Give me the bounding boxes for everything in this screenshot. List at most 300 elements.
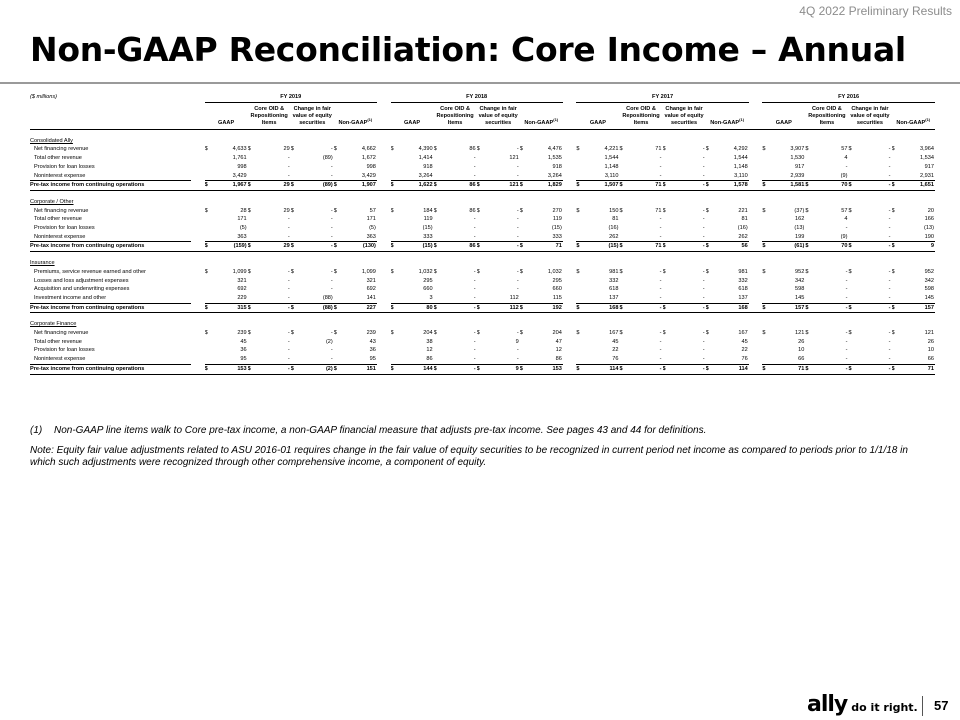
value-cell: - (888, 207, 891, 214)
column-header (892, 102, 936, 129)
year-header: FY 2019 (205, 93, 377, 102)
table-row (30, 154, 935, 163)
currency-symbol (576, 224, 585, 233)
currency-symbol (892, 215, 901, 224)
spacer-cell (377, 233, 391, 242)
value-cell: 918 (552, 163, 562, 170)
currency-symbol (762, 338, 771, 347)
currency-symbol (391, 224, 400, 233)
section-header-row (30, 190, 935, 206)
value-cell: - (702, 356, 705, 363)
currency-symbol: $ (662, 330, 666, 337)
value-cell: 10 (798, 347, 805, 354)
value-cell: - (629, 364, 663, 374)
value-cell: 81 (612, 216, 619, 223)
spacer-cell (563, 268, 577, 277)
currency-symbol (706, 224, 715, 233)
currency-symbol: $ (762, 330, 766, 337)
value-cell: 1,544 (733, 155, 748, 162)
footer-divider (922, 696, 923, 716)
value-cell: 157 (771, 303, 805, 313)
column-header (391, 102, 434, 129)
value-cell: - (888, 233, 891, 240)
value-cell: - (888, 286, 891, 293)
spacer-cell (377, 154, 391, 163)
currency-symbol (762, 355, 771, 364)
currency-symbol (663, 294, 672, 303)
value-cell: (89) (300, 181, 334, 191)
currency-symbol: $ (706, 303, 715, 313)
value-cell: 56 (715, 242, 749, 252)
spacer-cell (749, 181, 763, 191)
currency-symbol: $ (805, 242, 814, 252)
value-cell: 4,390 (418, 146, 433, 153)
total-row (30, 364, 935, 374)
currency-symbol (663, 233, 672, 242)
spacer-cell (749, 163, 763, 172)
currency-symbol: $ (576, 242, 585, 252)
value-cell: - (659, 163, 662, 170)
currency-symbol (663, 224, 672, 233)
value-cell: - (659, 294, 662, 301)
value-cell: - (287, 225, 290, 232)
column-header-text: Core OID & Repositioning Items (622, 105, 660, 126)
currency-symbol: $ (519, 330, 523, 337)
value-cell: - (516, 146, 519, 153)
value-cell: - (888, 356, 891, 363)
spacer-cell (377, 93, 391, 102)
year-header: FY 2018 (391, 93, 563, 102)
value-cell: 321 (366, 277, 376, 284)
currency-symbol: $ (619, 181, 628, 191)
currency-symbol: $ (576, 181, 585, 191)
value-cell: - (473, 294, 476, 301)
spacer-cell (563, 277, 577, 286)
units-label: ($ millions) (30, 94, 58, 100)
value-cell: - (287, 172, 290, 179)
currency-symbol (477, 346, 486, 355)
currency-symbol: $ (205, 242, 214, 252)
currency-symbol (619, 154, 628, 163)
currency-symbol: $ (434, 303, 443, 313)
currency-symbol (477, 233, 486, 242)
row-label: Provision for loan losses (34, 347, 95, 354)
value-cell: - (888, 172, 891, 179)
currency-symbol (434, 346, 443, 355)
currency-symbol: $ (248, 181, 257, 191)
value-cell: - (845, 277, 848, 284)
value-cell: 57 (841, 207, 848, 214)
currency-symbol (334, 346, 343, 355)
value-cell: (89) (322, 155, 333, 162)
column-header (334, 102, 377, 129)
currency-symbol (434, 338, 443, 347)
table-row (30, 172, 935, 181)
currency-symbol: $ (762, 146, 766, 153)
value-cell: 227 (343, 303, 377, 313)
value-cell: 692 (366, 286, 376, 293)
currency-symbol (619, 355, 628, 364)
row-label: Total other revenue (34, 338, 82, 345)
value-cell: - (330, 146, 333, 153)
value-cell: - (888, 146, 891, 153)
currency-symbol (892, 285, 901, 294)
value-cell: 150 (609, 207, 619, 214)
currency-symbol: $ (892, 242, 901, 252)
currency-symbol (520, 215, 529, 224)
value-cell: 9 (486, 364, 520, 374)
report-label: 4Q 2022 Preliminary Results (799, 4, 952, 18)
currency-symbol: $ (290, 207, 294, 214)
value-cell: - (257, 303, 291, 313)
value-cell: - (516, 286, 519, 293)
column-header (291, 102, 334, 129)
currency-symbol: $ (520, 303, 529, 313)
currency-symbol (805, 277, 814, 286)
value-cell: - (516, 216, 519, 223)
spacer-cell (377, 338, 391, 347)
value-cell: (2) (300, 364, 334, 374)
currency-symbol: $ (433, 146, 437, 153)
spacer-cell (191, 329, 205, 338)
currency-symbol (892, 233, 901, 242)
currency-symbol: $ (519, 207, 523, 214)
currency-symbol: $ (762, 181, 771, 191)
value-cell: - (659, 268, 662, 275)
section-header-row (30, 252, 935, 268)
currency-symbol (291, 338, 300, 347)
currency-symbol (848, 346, 857, 355)
value-cell: - (287, 347, 290, 354)
value-cell: (5) (239, 225, 247, 232)
value-cell: 1,534 (920, 155, 934, 162)
value-cell: - (473, 277, 476, 284)
value-cell: 1,148 (733, 163, 748, 170)
table-row (30, 163, 935, 172)
currency-symbol (391, 285, 400, 294)
currency-symbol (663, 277, 672, 286)
value-cell: - (659, 356, 662, 363)
value-cell: 192 (529, 303, 563, 313)
column-header (805, 102, 848, 129)
value-cell: - (845, 347, 848, 354)
currency-symbol: $ (247, 207, 251, 214)
year-header: FY 2016 (762, 93, 935, 102)
value-cell: - (888, 268, 891, 275)
reconciliation-table (30, 93, 935, 375)
value-cell: 22 (612, 347, 619, 354)
spacer-cell (191, 285, 205, 294)
value-cell: 71 (655, 207, 662, 214)
value-cell: - (659, 216, 662, 223)
currency-symbol (576, 355, 585, 364)
currency-symbol (391, 233, 400, 242)
currency-symbol (663, 346, 672, 355)
currency-symbol (434, 224, 443, 233)
spacer-cell (749, 277, 763, 286)
label-header-cell (30, 102, 191, 129)
value-cell: 1,967 (214, 181, 248, 191)
currency-symbol (619, 224, 628, 233)
value-cell: 86 (469, 207, 476, 214)
value-cell: 3,264 (418, 172, 433, 179)
currency-symbol (576, 215, 585, 224)
currency-symbol (762, 154, 771, 163)
value-cell: 332 (738, 277, 748, 284)
spacer-cell (563, 338, 577, 347)
row-label: Pre-tax income from continuing operations (30, 364, 191, 374)
currency-symbol (892, 277, 901, 286)
currency-symbol (334, 233, 343, 242)
value-cell: 36 (369, 347, 376, 354)
currency-symbol: $ (848, 268, 852, 275)
spacer-cell (377, 242, 391, 252)
currency-symbol (205, 277, 214, 286)
currency-symbol (848, 285, 857, 294)
spacer-cell (749, 338, 763, 347)
value-cell: 3,964 (920, 146, 934, 153)
spacer-cell (749, 224, 763, 233)
row-label: Acquisition and underwriting expenses (34, 286, 130, 293)
value-cell: - (473, 233, 476, 240)
currency-symbol (248, 346, 257, 355)
currency-symbol: $ (576, 364, 585, 374)
currency-symbol (805, 154, 814, 163)
column-header-text: Change in fair value of equity securities (664, 105, 704, 126)
value-cell: - (702, 207, 705, 214)
value-cell: - (330, 268, 333, 275)
currency-symbol (848, 172, 857, 181)
column-header-text: GAAP (775, 119, 792, 126)
column-header-text: GAAP (589, 119, 607, 126)
currency-symbol: $ (706, 364, 715, 374)
currency-symbol: $ (477, 181, 486, 191)
value-cell: - (629, 303, 663, 313)
value-cell: - (287, 294, 290, 301)
spacer-cell (377, 346, 391, 355)
currency-symbol (892, 224, 901, 233)
column-header-text: Non-GAAP (524, 119, 554, 126)
value-cell: 112 (509, 294, 519, 301)
currency-symbol (391, 294, 400, 303)
value-cell: 204 (423, 330, 433, 337)
column-header (205, 102, 248, 129)
currency-symbol: $ (576, 268, 580, 275)
currency-symbol (477, 285, 486, 294)
currency-symbol: $ (848, 303, 857, 313)
currency-symbol: $ (476, 330, 480, 337)
logo-tagline: do it right. (851, 701, 918, 714)
currency-symbol (291, 355, 300, 364)
currency-symbol (434, 154, 443, 163)
value-cell: 4 (844, 155, 848, 162)
currency-symbol: $ (705, 330, 709, 337)
page-title: Non-GAAP Reconciliation: Core Income – Annual (30, 30, 906, 69)
currency-symbol (892, 355, 901, 364)
spacer-cell (191, 233, 205, 242)
value-cell: - (659, 172, 662, 179)
value-cell: 1,651 (901, 181, 935, 191)
value-cell: 153 (529, 364, 563, 374)
column-header-text: Core OID & Repositioning Items (808, 105, 846, 126)
value-cell: 998 (366, 163, 376, 170)
value-cell: - (473, 225, 476, 232)
currency-symbol: $ (290, 330, 294, 337)
currency-symbol (762, 285, 771, 294)
spacer-cell (191, 268, 205, 277)
currency-symbol (576, 163, 585, 172)
value-cell: 20 (927, 207, 934, 214)
currency-symbol (291, 215, 300, 224)
equity-note: Note: Equity fair value adjustments related to ASU 2016-01 requires change in the fair value of equity securities to be recognized in current period net income as compared to periods prior to 1/1/18 in which such adjustments were recognized through other comprehensive income, a component of equity. (30, 445, 908, 468)
value-cell: - (702, 277, 705, 284)
value-cell: 315 (214, 303, 248, 313)
value-cell: - (516, 233, 519, 240)
value-cell: - (659, 233, 662, 240)
column-header-text: Change in fair value of equity securities (850, 105, 890, 126)
value-cell: 114 (715, 364, 749, 374)
spacer-cell (563, 242, 577, 252)
currency-symbol (391, 338, 400, 347)
currency-symbol: $ (805, 330, 809, 337)
currency-symbol: $ (205, 364, 214, 374)
value-cell: 3,110 (734, 172, 748, 179)
currency-symbol: $ (619, 242, 628, 252)
currency-symbol: $ (204, 207, 208, 214)
spacer-cell (377, 145, 391, 154)
currency-symbol: $ (333, 330, 337, 337)
spacer-cell (191, 145, 205, 154)
column-header (663, 102, 706, 129)
currency-symbol (477, 338, 486, 347)
value-cell: (37) (794, 207, 805, 214)
currency-symbol (576, 172, 585, 181)
currency-symbol (576, 285, 585, 294)
footnote-number: (1) (30, 425, 43, 436)
spacer-cell (563, 181, 577, 191)
currency-symbol (848, 224, 857, 233)
value-cell: 2,931 (920, 172, 934, 179)
currency-symbol: $ (204, 330, 208, 337)
value-cell: - (330, 330, 333, 337)
spacer-cell (749, 102, 763, 129)
currency-symbol (706, 172, 715, 181)
spacer-cell (377, 215, 391, 224)
spacer-cell (563, 145, 577, 154)
value-cell: 199 (795, 233, 805, 240)
value-cell: (88) (300, 303, 334, 313)
value-cell: - (516, 207, 519, 214)
currency-symbol: $ (519, 268, 523, 275)
table-row (30, 277, 935, 286)
currency-symbol: $ (705, 268, 709, 275)
currency-symbol (663, 172, 672, 181)
currency-symbol (892, 154, 901, 163)
table-row (30, 338, 935, 347)
table-row (30, 294, 935, 303)
value-cell: - (473, 286, 476, 293)
spacer-cell (191, 163, 205, 172)
value-cell: 121 (924, 330, 934, 337)
currency-symbol (205, 163, 214, 172)
value-cell: 121 (795, 330, 805, 337)
value-cell: 114 (585, 364, 619, 374)
logo-wordmark: ally (807, 692, 848, 717)
row-label: Provision for loan losses (34, 225, 95, 232)
table-row (30, 268, 935, 277)
value-cell: 4,633 (232, 146, 247, 153)
value-cell: - (287, 268, 290, 275)
currency-symbol: $ (663, 242, 672, 252)
currency-symbol (762, 215, 771, 224)
spacer-cell (563, 154, 577, 163)
value-cell: 981 (738, 268, 748, 275)
currency-symbol: $ (204, 146, 208, 153)
currency-symbol: $ (705, 207, 709, 214)
currency-symbol (663, 215, 672, 224)
value-cell: - (858, 242, 892, 252)
value-cell: 1,535 (547, 155, 562, 162)
value-cell: - (473, 216, 476, 223)
spacer-cell (563, 172, 577, 181)
currency-symbol (334, 154, 343, 163)
value-cell: 1,578 (715, 181, 749, 191)
currency-symbol: $ (576, 303, 585, 313)
value-cell: 917 (795, 163, 805, 170)
spacer-cell (191, 364, 205, 374)
value-cell: 598 (795, 286, 805, 293)
spacer-cell (563, 224, 577, 233)
value-cell: - (473, 330, 476, 337)
value-cell: (15) (400, 242, 434, 252)
table-row (30, 346, 935, 355)
value-cell: - (330, 172, 333, 179)
value-cell: 618 (738, 286, 748, 293)
value-cell: 204 (552, 330, 562, 337)
currency-symbol (248, 294, 257, 303)
currency-symbol (434, 277, 443, 286)
spacer-cell (563, 346, 577, 355)
currency-symbol: $ (434, 364, 443, 374)
value-cell: - (702, 155, 705, 162)
value-cell: - (888, 338, 891, 345)
currency-symbol (205, 338, 214, 347)
value-cell: 917 (924, 163, 934, 170)
currency-symbol (334, 338, 343, 347)
currency-symbol (619, 277, 628, 286)
value-cell: - (888, 216, 891, 223)
spacer-cell (191, 346, 205, 355)
currency-symbol: $ (848, 146, 852, 153)
value-cell: 66 (798, 356, 805, 363)
column-header-text: Core OID & Repositioning Items (436, 105, 474, 126)
currency-symbol (706, 294, 715, 303)
spacer-cell (563, 233, 577, 242)
currency-symbol (762, 294, 771, 303)
currency-symbol (706, 277, 715, 286)
currency-symbol (762, 224, 771, 233)
currency-symbol: $ (891, 268, 895, 275)
total-row (30, 242, 935, 252)
value-cell: 332 (609, 277, 619, 284)
spacer-cell (749, 215, 763, 224)
spacer-cell (191, 215, 205, 224)
currency-symbol: $ (891, 146, 895, 153)
currency-symbol (434, 294, 443, 303)
currency-symbol (706, 215, 715, 224)
currency-symbol (520, 163, 529, 172)
value-cell: 1,507 (585, 181, 619, 191)
